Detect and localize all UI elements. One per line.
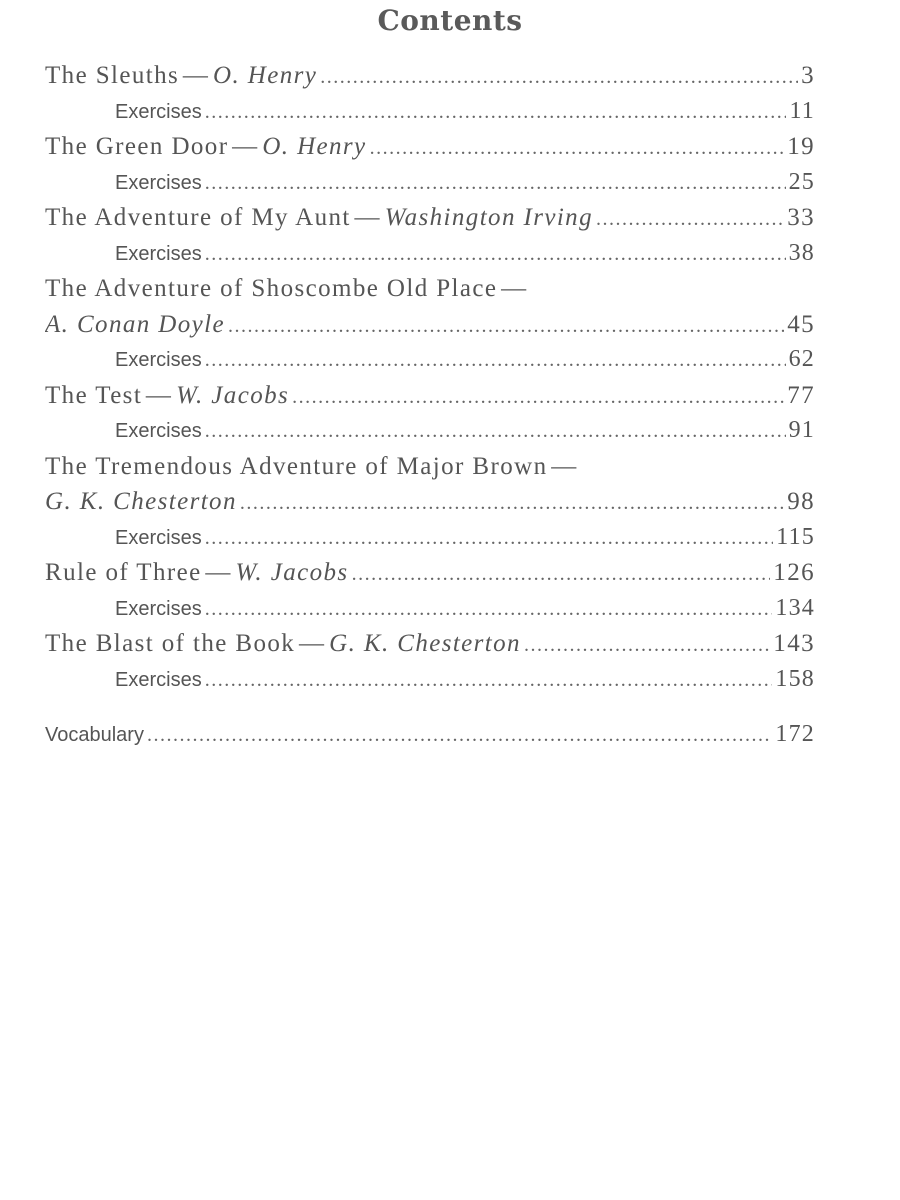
toc-exercises-major-brown[interactable] [45, 524, 815, 560]
entry-page-number: 143 [773, 630, 815, 657]
exercises-page-number: 158 [775, 665, 815, 692]
toc-exercises-sleuths[interactable] [45, 98, 815, 134]
exercises-label: Exercises [115, 242, 202, 265]
entry-title: The Sleuths [45, 62, 180, 89]
dot-leader [228, 315, 784, 338]
toc-entry-major-brown-author[interactable] [45, 488, 815, 524]
dot-leader [147, 724, 772, 747]
entry-dash: — [551, 452, 578, 480]
toc-exercises-shoscombe[interactable] [45, 346, 815, 382]
dot-leader [320, 66, 798, 89]
exercises-page-number: 115 [776, 523, 815, 550]
dot-leader [292, 386, 784, 409]
entry-page-number: 33 [787, 204, 815, 231]
entry-dash: — [298, 630, 326, 657]
table-of-contents [45, 62, 815, 757]
entry-title: The Test [45, 381, 143, 409]
entry-title: The Adventure of Shoscombe Old Place [45, 275, 498, 302]
exercises-page-number: 134 [775, 594, 815, 621]
toc-entry-the-test[interactable] [45, 382, 815, 418]
entry-page-number: 3 [801, 62, 815, 89]
entry-page-number: 126 [773, 559, 815, 586]
toc-exercises-rule-of-three[interactable] [45, 595, 815, 631]
entry-title: The Adventure of My Aunt [45, 204, 351, 231]
toc-entry-shoscombe-author[interactable] [45, 311, 815, 347]
entry-author: A. Conan Doyle [45, 310, 225, 338]
toc-entry-sleuths[interactable] [45, 62, 815, 98]
toc-entry-rule-of-three[interactable] [45, 559, 815, 595]
entry-dash: — [145, 381, 173, 409]
entry-title: The Blast of the Book [45, 630, 296, 657]
dot-leader [524, 634, 770, 657]
exercises-page-number: 11 [789, 97, 815, 124]
dot-leader [352, 563, 771, 586]
exercises-label: Exercises [115, 420, 202, 442]
dot-leader [205, 420, 786, 443]
entry-dash: — [182, 62, 210, 89]
entry-author: Washington Irving [384, 204, 593, 231]
toc-exercises-green-door[interactable] [45, 169, 815, 205]
toc-exercises-adventure-of-my-aunt[interactable] [45, 240, 815, 276]
entry-title: Rule of Three [45, 559, 202, 586]
toc-entry-major-brown-title[interactable] [45, 453, 815, 489]
dot-leader [205, 349, 786, 372]
dot-leader [205, 243, 786, 266]
entry-page-number: 98 [787, 488, 815, 515]
exercises-page-number: 25 [788, 168, 815, 195]
dot-leader [205, 101, 787, 124]
exercises-label: Exercises [115, 526, 202, 549]
entry-page-number: 77 [787, 381, 815, 409]
page-title: Contents [377, 4, 523, 37]
toc-exercises-blast-of-the-book[interactable] [45, 666, 815, 702]
exercises-label: Exercises [115, 100, 202, 123]
entry-author: O. Henry [262, 133, 367, 160]
entry-page-number: 19 [787, 133, 815, 160]
toc-entry-green-door[interactable] [45, 133, 815, 169]
exercises-label: Exercises [115, 597, 202, 620]
exercises-page-number: 91 [788, 417, 815, 443]
entry-author: W. Jacobs [176, 381, 290, 409]
entry-author: W. Jacobs [235, 559, 349, 586]
entry-dash: — [205, 559, 232, 586]
dot-leader [240, 492, 784, 515]
dot-leader [205, 172, 786, 195]
entry-title: The Green Door [45, 133, 229, 160]
dot-leader [370, 137, 785, 160]
toc-entry-vocabulary[interactable] [45, 721, 815, 757]
dot-leader [205, 598, 773, 621]
entry-title: The Tremendous Adventure of Major Brown [45, 452, 548, 480]
toc-entry-shoscombe-title[interactable] [45, 275, 815, 311]
exercises-label: Exercises [115, 349, 202, 371]
exercises-page-number: 38 [788, 239, 815, 266]
entry-page-number: 45 [787, 310, 815, 338]
toc-entry-adventure-of-my-aunt[interactable] [45, 204, 815, 240]
entry-dash: — [501, 275, 528, 302]
exercises-label: Exercises [115, 171, 202, 194]
entry-dash: — [354, 204, 381, 231]
entry-author: G. K. Chesterton [45, 488, 237, 515]
exercises-label: Exercises [115, 668, 202, 691]
entry-author: G. K. Chesterton [329, 630, 521, 657]
entry-author: O. Henry [213, 62, 318, 89]
exercises-page-number: 62 [788, 346, 815, 372]
vocabulary-page-number: 172 [775, 721, 815, 747]
entry-dash: — [232, 133, 259, 160]
toc-exercises-the-test[interactable] [45, 417, 815, 453]
toc-entry-blast-of-the-book[interactable] [45, 630, 815, 666]
dot-leader [596, 208, 784, 231]
dot-leader [205, 669, 773, 692]
vocabulary-label: Vocabulary [45, 724, 144, 746]
dot-leader [205, 527, 774, 550]
